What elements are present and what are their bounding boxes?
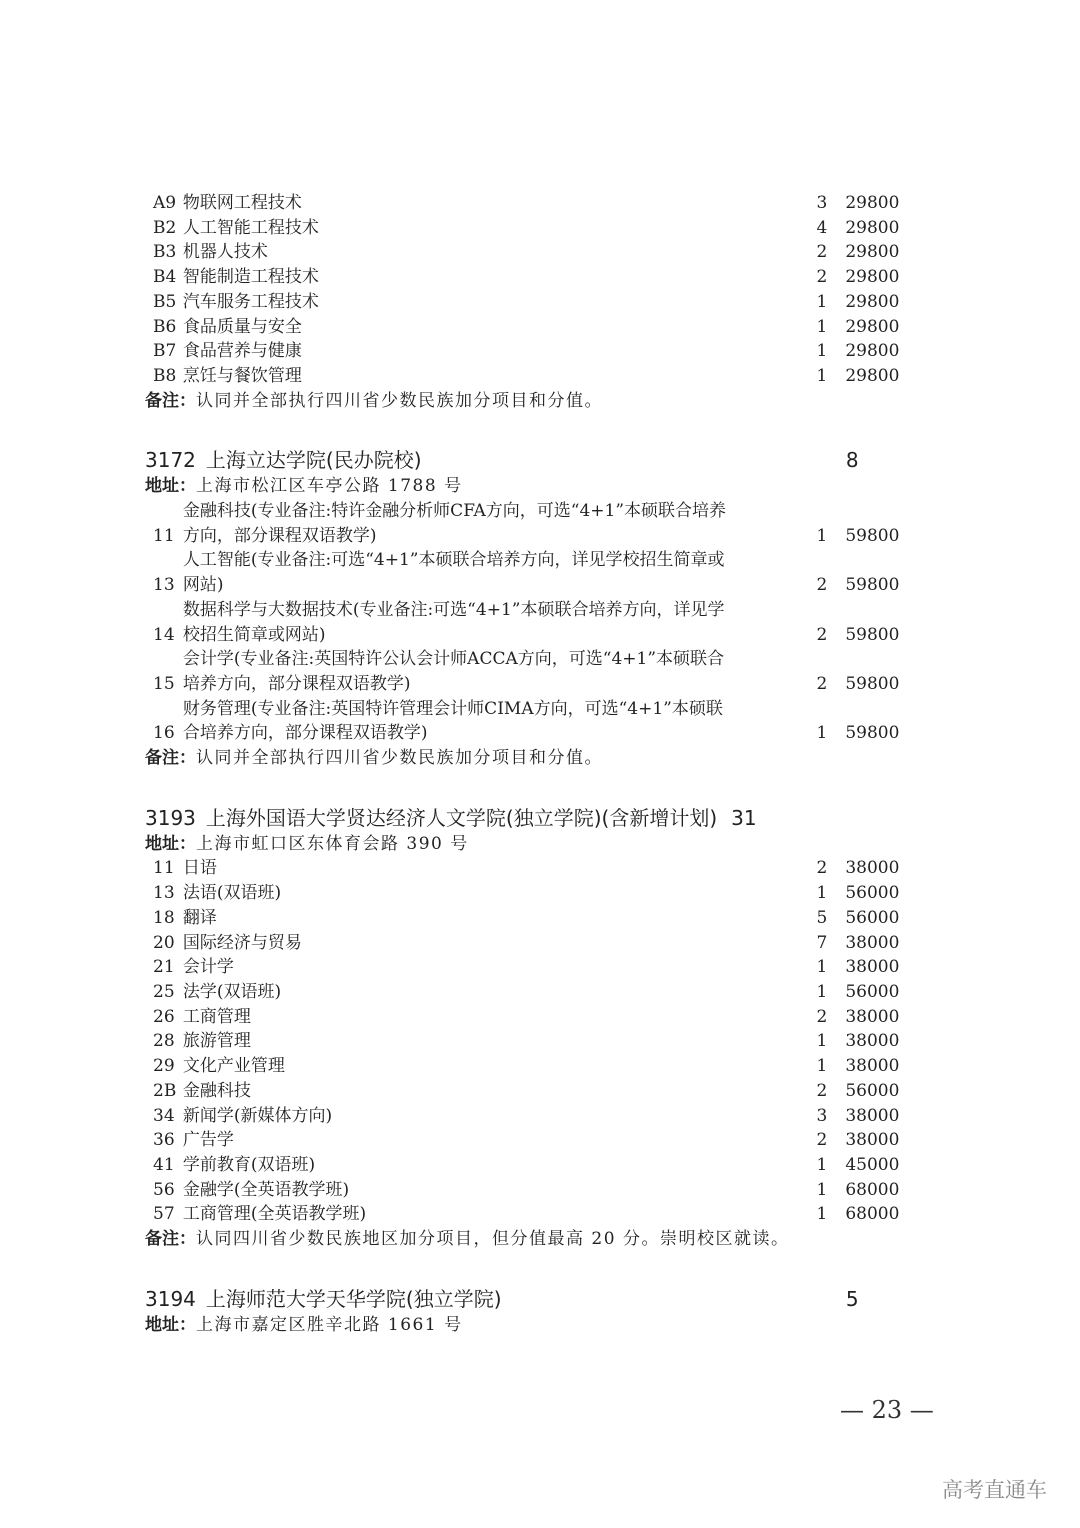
major-code: 13 bbox=[153, 575, 175, 596]
major-name: 食品质量与安全 bbox=[182, 316, 302, 337]
major-row bbox=[145, 1005, 905, 1030]
major-fee: 38000 bbox=[845, 1130, 900, 1151]
major-fee: 38000 bbox=[845, 1056, 900, 1077]
major-fee: 38000 bbox=[845, 858, 900, 879]
major-name: 机器人技术 bbox=[182, 242, 268, 263]
major-name: 翻译 bbox=[182, 907, 217, 928]
major-row bbox=[145, 240, 905, 265]
major-name: 财务管理(专业备注:英国特许管理会计师CIMA方向，可选“4+1”本硕联合培养方向，部分课程双语教学) bbox=[182, 698, 723, 744]
major-name: 广告学 bbox=[182, 1130, 234, 1151]
major-row bbox=[145, 697, 905, 746]
major-count: 4 bbox=[816, 217, 828, 238]
school-header bbox=[145, 1285, 905, 1313]
major-count: 1 bbox=[816, 1204, 828, 1225]
section-note bbox=[145, 389, 905, 414]
major-count: 1 bbox=[816, 981, 828, 1002]
note-text: 认同并全部执行四川省少数民族加分项目和分值。 bbox=[196, 748, 603, 769]
school-code: 3172 bbox=[145, 448, 196, 473]
major-count: 1 bbox=[816, 1154, 828, 1175]
major-code: B5 bbox=[153, 291, 177, 312]
major-code: 13 bbox=[153, 883, 175, 904]
major-fee: 56000 bbox=[845, 907, 900, 928]
watermark: 高考直通车 bbox=[942, 1478, 1047, 1502]
major-count: 2 bbox=[816, 575, 828, 596]
major-fee: 29800 bbox=[845, 291, 900, 312]
major-count: 2 bbox=[816, 242, 828, 263]
major-name: 人工智能工程技术 bbox=[182, 217, 319, 238]
major-fee: 29800 bbox=[845, 365, 900, 386]
major-row bbox=[145, 499, 905, 548]
major-fee: 38000 bbox=[845, 1006, 900, 1027]
major-count: 1 bbox=[816, 316, 828, 337]
major-code: B4 bbox=[153, 267, 177, 288]
major-fee: 45000 bbox=[845, 1154, 900, 1175]
address-label: 地址： bbox=[145, 476, 196, 497]
note-text: 认同并全部执行四川省少数民族加分项目和分值。 bbox=[196, 390, 603, 411]
major-count: 2 bbox=[816, 1006, 828, 1027]
major-code: 56 bbox=[153, 1179, 175, 1200]
major-row bbox=[145, 191, 905, 216]
school-section bbox=[145, 191, 905, 413]
major-fee: 38000 bbox=[845, 932, 900, 953]
major-row bbox=[145, 1153, 905, 1178]
major-name: 智能制造工程技术 bbox=[182, 267, 319, 288]
major-row bbox=[145, 931, 905, 956]
major-row bbox=[145, 598, 905, 647]
major-row bbox=[145, 290, 905, 315]
document-body bbox=[145, 191, 905, 1337]
major-code: 16 bbox=[153, 723, 175, 744]
major-count: 1 bbox=[816, 883, 828, 904]
major-count: 1 bbox=[816, 291, 828, 312]
major-fee: 59800 bbox=[845, 525, 900, 546]
major-name: 食品营养与健康 bbox=[182, 341, 302, 362]
major-fee: 29800 bbox=[845, 316, 900, 337]
major-count: 1 bbox=[816, 365, 828, 386]
major-fee: 38000 bbox=[845, 1105, 900, 1126]
major-fee: 59800 bbox=[845, 723, 900, 744]
major-name: 金融科技(专业备注:特许金融分析师CFA方向，可选“4+1”本硕联合培养方向，部分课程双语教学) bbox=[182, 501, 727, 546]
major-code: A9 bbox=[153, 193, 177, 213]
school-address bbox=[145, 832, 905, 857]
school-total: 5 bbox=[845, 1286, 859, 1311]
note-label: 备注： bbox=[145, 1229, 196, 1250]
major-code: 14 bbox=[153, 624, 175, 645]
major-code: 11 bbox=[153, 858, 175, 879]
major-count: 2 bbox=[816, 624, 828, 645]
major-fee: 29800 bbox=[845, 217, 900, 238]
major-fee: 29800 bbox=[845, 242, 900, 263]
major-fee: 29800 bbox=[845, 193, 900, 213]
major-name: 会计学(专业备注:英国特许公认会计师ACCA方向，可选“4+1”本硕联合培养方向，部分课程双语教学) bbox=[182, 649, 725, 694]
address-label: 地址： bbox=[145, 833, 196, 854]
major-fee: 38000 bbox=[845, 957, 900, 978]
major-fee: 68000 bbox=[845, 1179, 900, 1200]
major-row bbox=[145, 1054, 905, 1079]
major-fee: 29800 bbox=[845, 267, 900, 288]
school-total: 31 bbox=[731, 805, 757, 830]
major-name: 国际经济与贸易 bbox=[182, 932, 302, 953]
major-fee: 56000 bbox=[845, 981, 900, 1002]
major-row bbox=[145, 1178, 905, 1203]
major-fee: 59800 bbox=[845, 673, 900, 694]
major-row bbox=[145, 364, 905, 389]
major-code: B2 bbox=[153, 217, 177, 238]
major-code: B6 bbox=[153, 316, 177, 337]
school-section bbox=[145, 1285, 905, 1338]
school-code: 3193 bbox=[145, 805, 196, 830]
major-row bbox=[145, 955, 905, 980]
major-code: 57 bbox=[153, 1204, 175, 1225]
major-count: 1 bbox=[816, 525, 828, 546]
major-name: 数据科学与大数据技术(专业备注:可选“4+1”本硕联合培养方向，详见学校招生简章或网站) bbox=[182, 599, 725, 645]
major-fee: 29800 bbox=[845, 341, 900, 362]
major-name: 学前教育(双语班) bbox=[182, 1154, 316, 1175]
major-count: 3 bbox=[816, 193, 828, 213]
major-count: 1 bbox=[816, 1179, 828, 1200]
major-row bbox=[145, 339, 905, 364]
major-row bbox=[145, 980, 905, 1005]
major-code: 25 bbox=[153, 981, 175, 1002]
major-code: 29 bbox=[153, 1056, 175, 1077]
major-row bbox=[145, 1079, 905, 1104]
school-total: 8 bbox=[845, 448, 859, 473]
section-note bbox=[145, 1227, 905, 1252]
major-code: B7 bbox=[153, 341, 177, 362]
address-text: 上海市虹口区东体育会路 390 号 bbox=[196, 833, 469, 854]
major-name: 法语(双语班) bbox=[182, 883, 282, 904]
major-fee: 38000 bbox=[845, 1031, 900, 1052]
major-name: 物联网工程技术 bbox=[182, 193, 302, 213]
major-count: 2 bbox=[816, 1080, 828, 1101]
major-row bbox=[145, 906, 905, 931]
major-count: 1 bbox=[816, 1031, 828, 1052]
major-name: 工商管理(全英语教学班) bbox=[182, 1204, 367, 1225]
major-fee: 56000 bbox=[845, 883, 900, 904]
major-name: 汽车服务工程技术 bbox=[182, 291, 319, 312]
major-count: 2 bbox=[816, 267, 828, 288]
school-section bbox=[145, 446, 905, 770]
major-code: 34 bbox=[153, 1105, 175, 1126]
major-count: 1 bbox=[816, 723, 828, 744]
major-row bbox=[145, 1128, 905, 1153]
major-row bbox=[145, 315, 905, 340]
major-name: 人工智能(专业备注:可选“4+1”本硕联合培养方向，详见学校招生简章或网站) bbox=[182, 550, 725, 596]
major-count: 3 bbox=[816, 1105, 828, 1126]
major-name: 金融学(全英语教学班) bbox=[182, 1179, 350, 1200]
major-row bbox=[145, 216, 905, 241]
major-name: 金融科技 bbox=[182, 1080, 251, 1101]
major-code: 18 bbox=[153, 907, 175, 928]
school-code: 3194 bbox=[145, 1286, 196, 1311]
major-name: 工商管理 bbox=[182, 1006, 251, 1027]
major-count: 2 bbox=[816, 1130, 828, 1151]
major-count: 7 bbox=[816, 932, 828, 953]
major-code: 36 bbox=[153, 1130, 175, 1151]
major-count: 1 bbox=[816, 957, 828, 978]
major-count: 2 bbox=[816, 673, 828, 694]
school-address bbox=[145, 474, 905, 499]
major-row bbox=[145, 265, 905, 290]
major-row bbox=[145, 856, 905, 881]
major-code: 11 bbox=[153, 525, 175, 546]
major-name: 日语 bbox=[182, 858, 217, 879]
address-text: 上海市嘉定区胜辛北路 1661 号 bbox=[196, 1314, 463, 1335]
major-count: 2 bbox=[816, 858, 828, 879]
school-title: 上海外国语大学贤达经济人文学院(独立学院)(含新增计划) bbox=[205, 805, 718, 830]
school-title: 上海师范大学天华学院(独立学院) bbox=[205, 1286, 502, 1311]
major-name: 文化产业管理 bbox=[182, 1056, 285, 1077]
major-row bbox=[145, 647, 905, 696]
major-row bbox=[145, 1029, 905, 1054]
major-code: 28 bbox=[153, 1031, 175, 1052]
major-fee: 68000 bbox=[845, 1204, 900, 1225]
school-header bbox=[145, 804, 905, 832]
major-name: 会计学 bbox=[182, 957, 234, 978]
note-text: 认同四川省少数民族地区加分项目，但分值最高 20 分。崇明校区就读。 bbox=[196, 1229, 790, 1250]
major-count: 1 bbox=[816, 341, 828, 362]
school-address bbox=[145, 1313, 905, 1338]
major-name: 烹饪与餐饮管理 bbox=[182, 365, 302, 386]
section-note bbox=[145, 746, 905, 771]
major-count: 5 bbox=[816, 907, 828, 928]
major-code: B3 bbox=[153, 242, 177, 263]
note-label: 备注： bbox=[145, 390, 196, 411]
major-count: 1 bbox=[816, 1056, 828, 1077]
address-text: 上海市松江区车亭公路 1788 号 bbox=[196, 476, 463, 497]
major-code: 2B bbox=[153, 1080, 177, 1101]
address-label: 地址： bbox=[145, 1314, 196, 1335]
major-code: 26 bbox=[153, 1006, 175, 1027]
school-header bbox=[145, 446, 905, 474]
major-row bbox=[145, 1202, 905, 1227]
major-code: 21 bbox=[153, 957, 175, 978]
major-code: 41 bbox=[153, 1154, 175, 1175]
major-name: 旅游管理 bbox=[182, 1031, 251, 1052]
major-code: 20 bbox=[153, 932, 175, 953]
major-code: B8 bbox=[153, 365, 177, 386]
major-code: 15 bbox=[153, 673, 175, 694]
major-name: 新闻学(新媒体方向) bbox=[182, 1105, 333, 1126]
major-fee: 59800 bbox=[845, 575, 900, 596]
major-row bbox=[145, 1104, 905, 1129]
major-row bbox=[145, 548, 905, 597]
school-title: 上海立达学院(民办院校) bbox=[205, 448, 422, 473]
major-name: 法学(双语班) bbox=[182, 981, 282, 1002]
page-number: — 23 — bbox=[840, 1396, 934, 1424]
major-fee: 56000 bbox=[845, 1080, 900, 1101]
school-section bbox=[145, 804, 905, 1252]
major-row bbox=[145, 881, 905, 906]
note-label: 备注： bbox=[145, 748, 196, 769]
major-fee: 59800 bbox=[845, 624, 900, 645]
